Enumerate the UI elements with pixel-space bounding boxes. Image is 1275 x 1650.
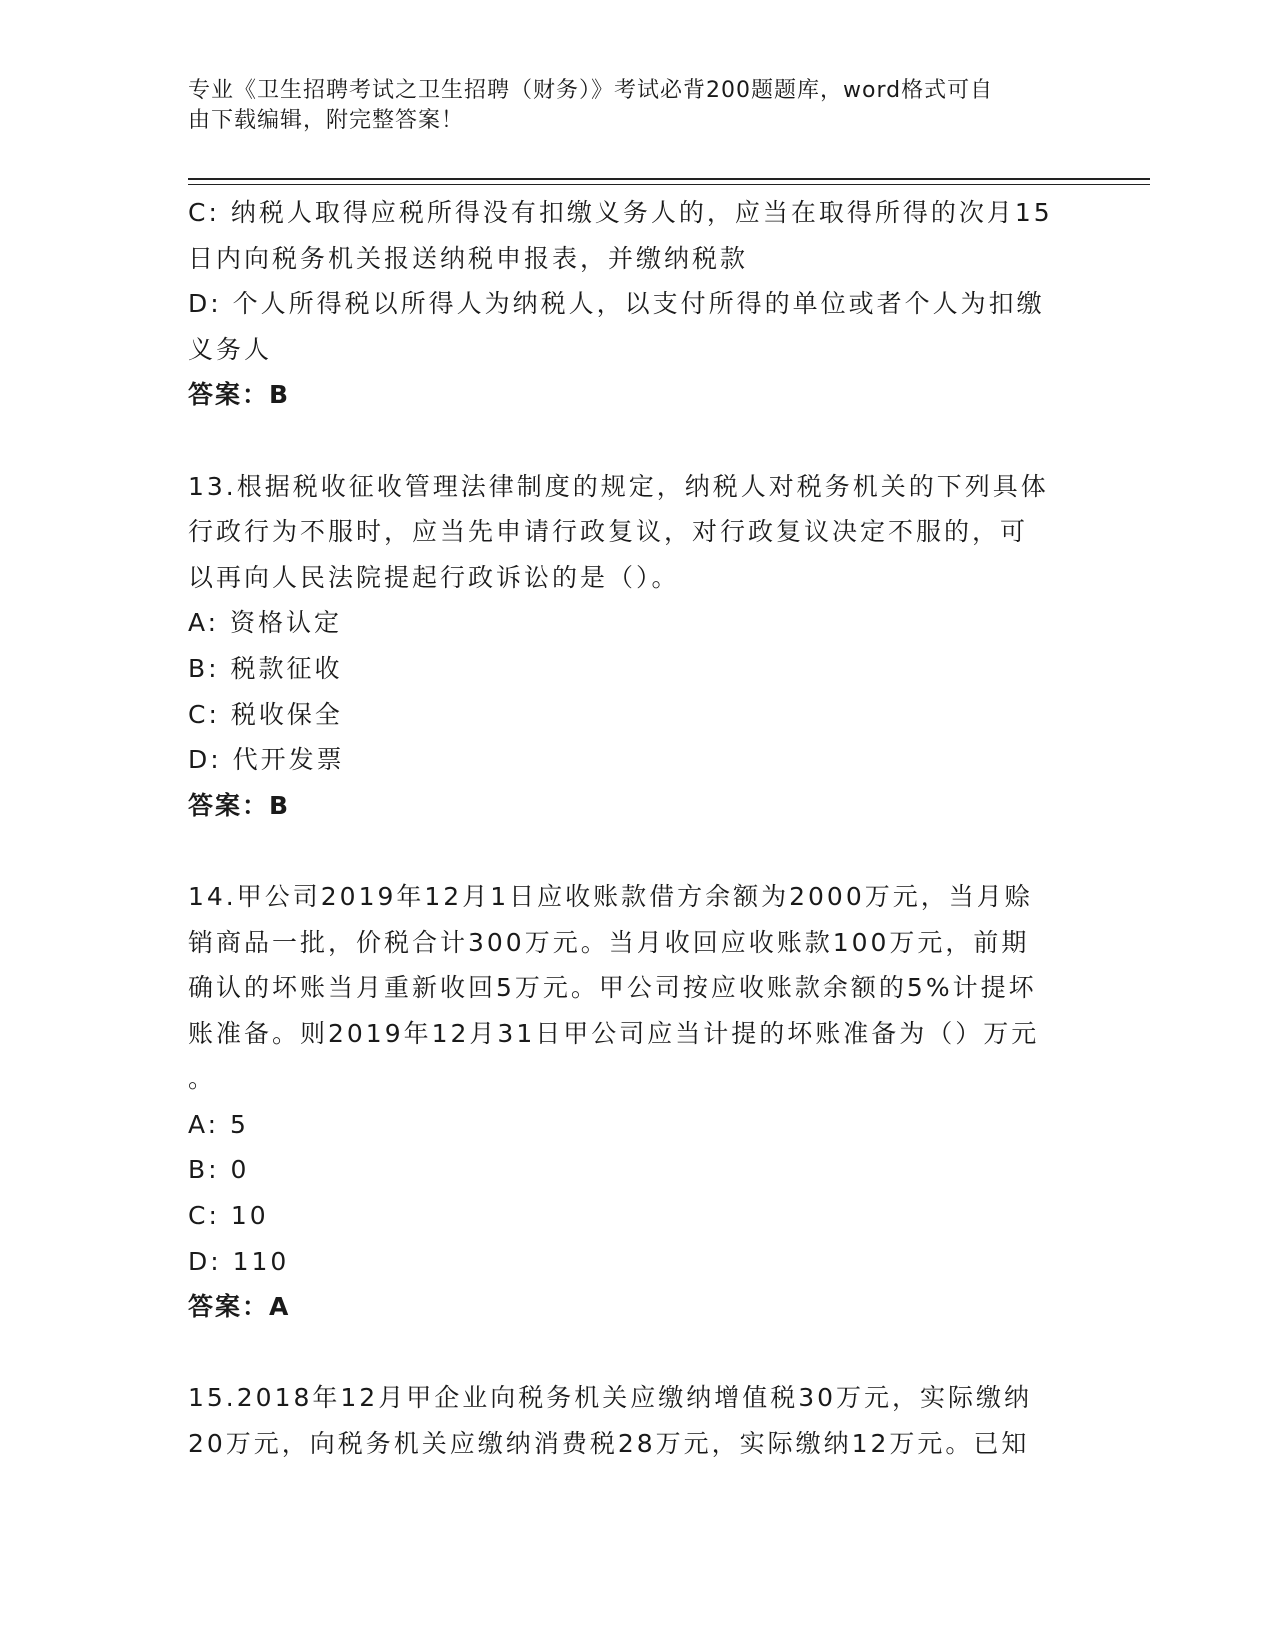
q15-stem-line-2: 20万元，向税务机关应缴纳消费税28万元，实际缴纳12万元。已知 <box>188 1429 1030 1459</box>
q14-stem-line-1: 14.甲公司2019年12月1日应收账款借方余额为2000万元，当月赊 <box>188 881 1033 911</box>
q14-answer: 答案：A <box>188 1292 291 1322</box>
q14-stem-line-3: 确认的坏账当月重新收回5万元。甲公司按应收账款余额的5%计提坏 <box>188 973 1037 1003</box>
question-14 <box>188 874 1088 1330</box>
q12-option-c-line-2: 日内向税务机关报送纳税申报表，并缴纳税款 <box>188 243 749 273</box>
q13-stem-line-2: 行政行为不服时，应当先申请行政复议，对行政复议决定不服的，可 <box>188 517 1029 547</box>
header-line-1: 专业《卫生招聘考试之卫生招聘（财务）》考试必背200题题库，word格式可自 <box>188 78 994 103</box>
q12-option-c-line-1: C: 纳税人取得应税所得没有扣缴义务人的，应当在取得所得的次月15 <box>188 198 1053 227</box>
q13-option-c: C: 税收保全 <box>188 699 343 729</box>
q12-option-d-line-2: 义务人 <box>188 334 273 364</box>
q13-answer: 答案：B <box>188 790 291 820</box>
q13-option-d: D: 代开发票 <box>188 745 345 775</box>
header-divider <box>188 178 1150 185</box>
q12-option-d-line-1: D: 个人所得税以所得人为纳税人，以支付所得的单位或者个人为扣缴 <box>188 289 1045 319</box>
q14-option-b: B: 0 <box>188 1155 250 1185</box>
q13-option-a: A: 资格认定 <box>188 608 343 638</box>
question-13 <box>188 464 1088 829</box>
spacer <box>188 1330 1088 1376</box>
spacer <box>188 828 1088 874</box>
q14-stem-line-2: 销商品一批，价税合计300万元。当月收回应收账款100万元，前期 <box>188 927 1030 957</box>
q14-option-a: A: 5 <box>188 1109 249 1139</box>
q13-option-b: B: 税款征收 <box>188 653 343 683</box>
q14-option-d: D: 110 <box>188 1246 290 1276</box>
q13-stem-line-1: 13.根据税收征收管理法律制度的规定，纳税人对税务机关的下列具体 <box>188 471 1049 501</box>
question-12-continued <box>188 190 1088 418</box>
document-body <box>188 190 1088 1467</box>
page-header <box>188 76 1088 136</box>
header-line-2: 由下载编辑，附完整答案！ <box>188 108 465 133</box>
q13-stem-line-3: 以再向人民法院提起行政诉讼的是（）。 <box>188 562 680 592</box>
q12-answer: 答案：B <box>188 380 291 410</box>
q15-stem-line-1: 15.2018年12月甲企业向税务机关应缴纳增值税30万元，实际缴纳 <box>188 1383 1033 1413</box>
q14-stem-line-4: 账准备。则2019年12月31日甲公司应当计提的坏账准备为（）万元 <box>188 1018 1040 1048</box>
q14-stem-line-5: 。 <box>188 1064 217 1094</box>
spacer <box>188 418 1088 464</box>
q14-option-c: C: 10 <box>188 1201 269 1231</box>
question-15 <box>188 1375 1088 1466</box>
